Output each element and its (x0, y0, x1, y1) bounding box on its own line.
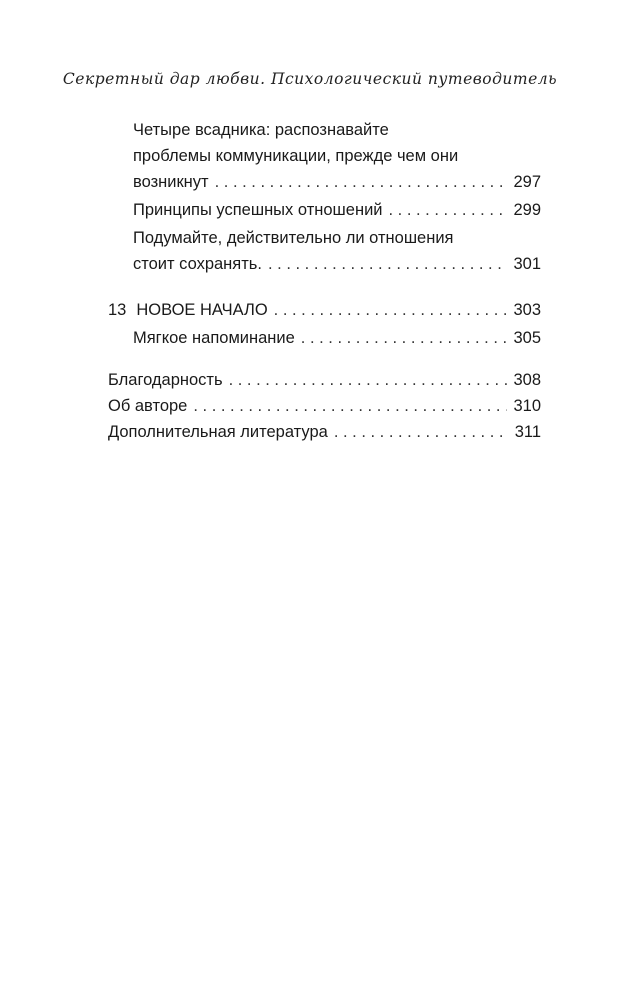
page-number: 308 (513, 371, 541, 389)
toc-entry-gentle-reminder[interactable] (108, 325, 541, 351)
toc-entry-text: стоит сохранять. (133, 255, 262, 273)
toc-entry-about-author[interactable] (108, 393, 541, 419)
toc-entry-text: Принципы успешных отношений (133, 201, 383, 219)
toc-entry-chapter-13[interactable] (108, 297, 541, 323)
toc-entry-text: Подумайте, действительно ли отношения (133, 229, 454, 247)
dot-leader (389, 197, 508, 223)
toc-entry-acknowledgements[interactable] (108, 367, 541, 393)
page-number: 301 (513, 255, 541, 273)
dot-leader (193, 393, 507, 419)
page-number: 303 (513, 301, 541, 319)
table-of-contents (108, 117, 541, 445)
toc-entry-text: НОВОЕ НАЧАЛО (136, 301, 268, 319)
toc-entry-text: Дополнительная литература (108, 423, 328, 441)
toc-entry-text: Об авторе (108, 397, 188, 415)
toc-entry-think[interactable] (108, 225, 541, 277)
page-number: 310 (513, 397, 541, 415)
toc-entry-text: проблемы коммуникации, прежде чем они (133, 147, 459, 165)
dot-leader (334, 419, 509, 445)
page-number: 299 (513, 201, 541, 219)
dot-leader (229, 367, 508, 393)
dot-leader (268, 251, 507, 277)
running-header: Секретный дар любви. Психологический путеводитель (62, 70, 558, 88)
page-number: 305 (513, 329, 541, 347)
toc-entry-text: Четыре всадника: распознавайте (133, 121, 389, 139)
toc-entry-text: возникнут (133, 173, 209, 191)
toc-entry-principles[interactable] (108, 197, 541, 223)
dot-leader (301, 325, 508, 351)
chapter-number: 13 (108, 301, 127, 319)
toc-entry-text: Благодарность (108, 371, 223, 389)
toc-entry-text: Мягкое напоминание (133, 329, 295, 347)
dot-leader (215, 169, 508, 195)
dot-leader (274, 297, 508, 323)
toc-entry-further-reading[interactable] (108, 419, 541, 445)
page-number: 297 (513, 173, 541, 191)
page-number: 311 (514, 423, 541, 441)
toc-entry-four-horsemen[interactable] (108, 117, 541, 195)
